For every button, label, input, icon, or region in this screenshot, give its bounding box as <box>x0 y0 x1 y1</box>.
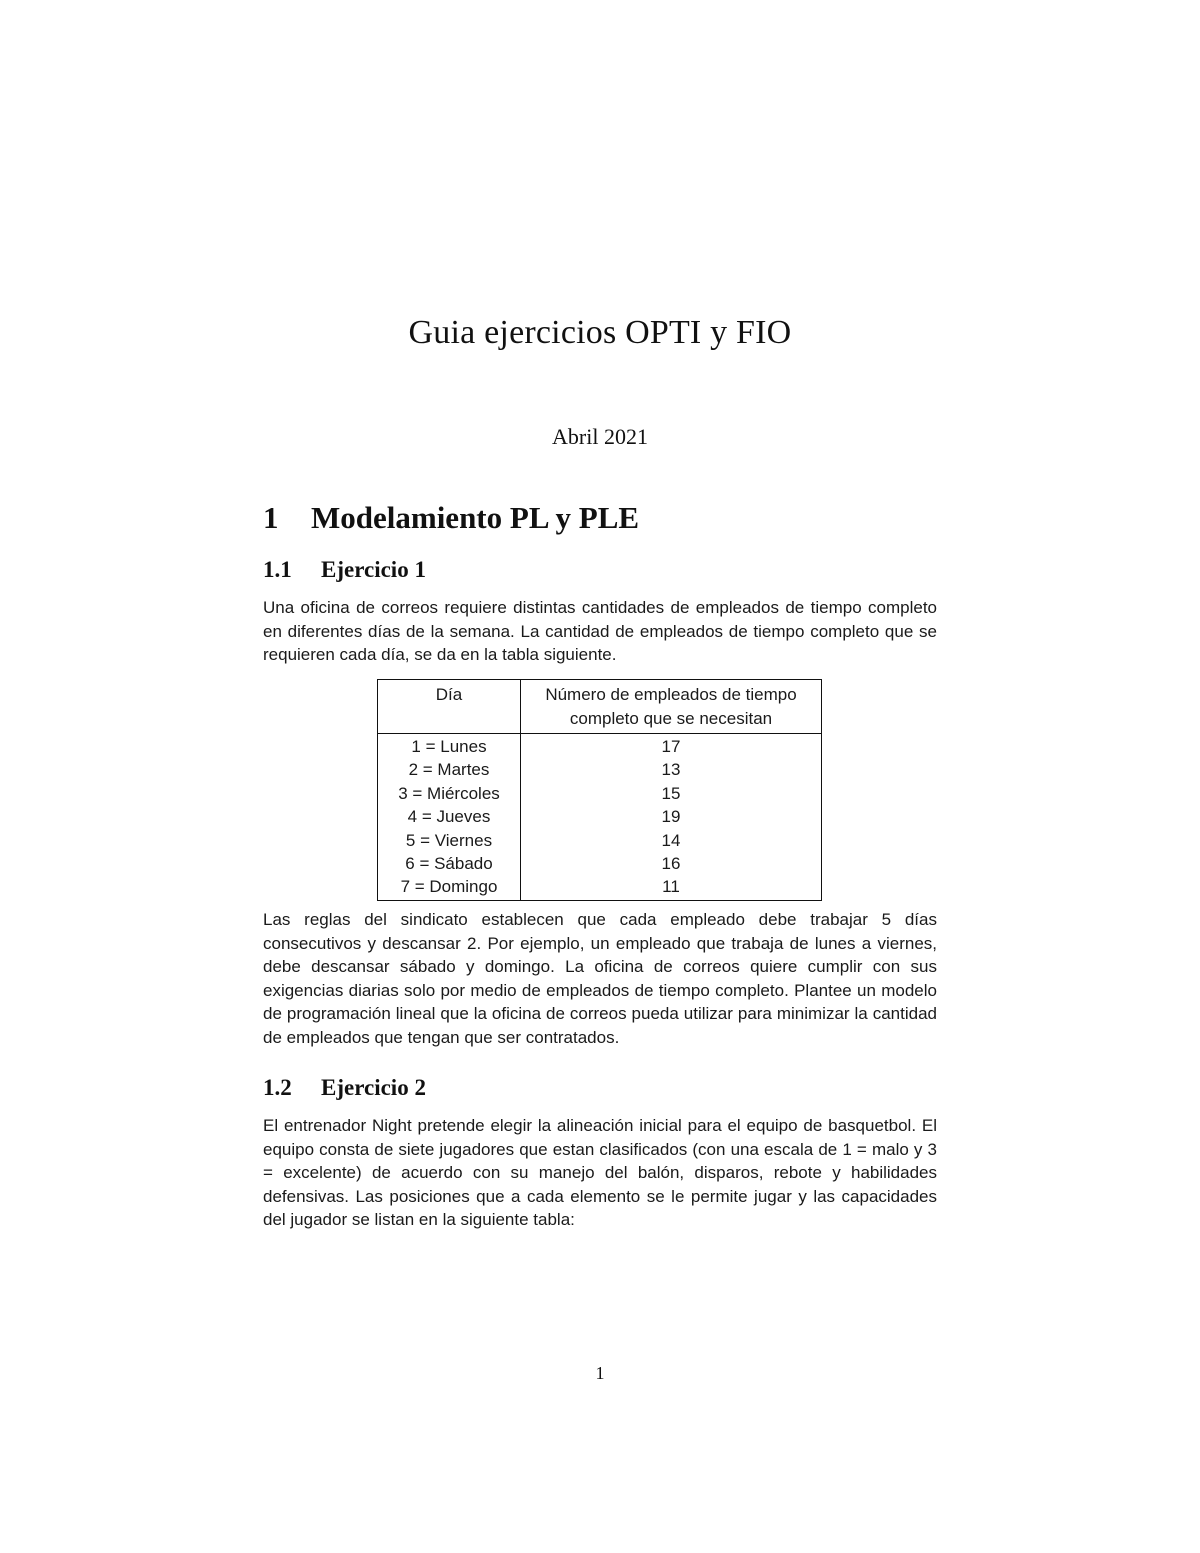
document-title: Guia ejercicios OPTI y FIO <box>408 314 792 351</box>
table-cell-day: 6 = Sábado <box>378 852 521 875</box>
exercise-1-title: Ejercicio 1 <box>321 557 426 582</box>
table-cell-day: 1 = Lunes <box>378 734 521 759</box>
table-cell-count: 19 <box>661 807 681 827</box>
table-cell-count: 16 <box>661 854 681 874</box>
table-cell-day: 7 = Domingo <box>378 875 521 900</box>
table-cell-count: 11 <box>662 877 680 897</box>
table-row <box>378 805 822 828</box>
table-header-employees: Número de empleados de tiempo completo que se necesitan <box>521 680 822 734</box>
table-row <box>378 875 822 900</box>
section-number: 1 <box>263 500 279 535</box>
table-cell-day: 4 = Jueves <box>378 805 521 828</box>
table-cell-day: 3 = Miércoles <box>378 782 521 805</box>
table-header-row <box>378 680 822 734</box>
section-heading <box>263 500 639 536</box>
section-title: Modelamiento PL y PLE <box>311 500 640 535</box>
table-header-day: Día <box>378 680 521 734</box>
document-date: Abril 2021 <box>552 424 648 449</box>
table-cell-count: 17 <box>661 737 681 756</box>
table-row <box>378 734 822 759</box>
table-cell-count: 13 <box>661 760 681 780</box>
table-row <box>378 782 822 805</box>
exercise-1-heading <box>263 557 426 583</box>
table-cell-day: 2 = Martes <box>378 758 521 781</box>
exercise-2-heading <box>263 1075 426 1101</box>
table-row <box>378 758 822 781</box>
table-cell-count: 14 <box>661 830 681 850</box>
table-cell-count: 15 <box>661 783 681 803</box>
employees-table <box>377 679 822 901</box>
exercise-2-body: El entrenador Night pretende elegir la alineación inicial para el equipo de basquetbol. El equipo consta de siete jugadores que estan clasificados (con una escala de 1 = malo y 3 = excelente) de acuerdo con su manejo del balón, disparos, rebote y habilidades defensivas. Las posiciones que a cada elemento se le permite jugar y las capacidades del jugador se listan en la siguiente tabla: <box>263 1116 937 1230</box>
table-row <box>378 852 822 875</box>
exercise-1-intro: Una oficina de correos requiere distintas cantidades de empleados de tiempo completo en diferentes días de la semana. La cantidad de empleados de tiempo completo que se requieren cada día, se da en la tabla siguiente. <box>263 598 937 665</box>
exercise-1-number: 1.1 <box>263 557 292 582</box>
exercise-1-body: Las reglas del sindicato establecen que cada empleado debe trabajar 5 días consecutivos y descansar 2. Por ejemplo, un empleado que trabaja de lunes a viernes, debe descansar sábado y domingo. La oficina de correos quiere cumplir con sus exigencias diarias solo por medio de empleados de tiempo completo. Plantee un modelo de programación lineal que la oficina de correos pueda utilizar para minimizar la cantidad de empleados que tengan que ser contratados. <box>263 910 937 1047</box>
page-number: 1 <box>595 1363 605 1383</box>
exercise-2-number: 1.2 <box>263 1075 292 1100</box>
table-row <box>378 829 822 852</box>
table-cell-day: 5 = Viernes <box>378 829 521 852</box>
exercise-2-title: Ejercicio 2 <box>321 1075 426 1100</box>
